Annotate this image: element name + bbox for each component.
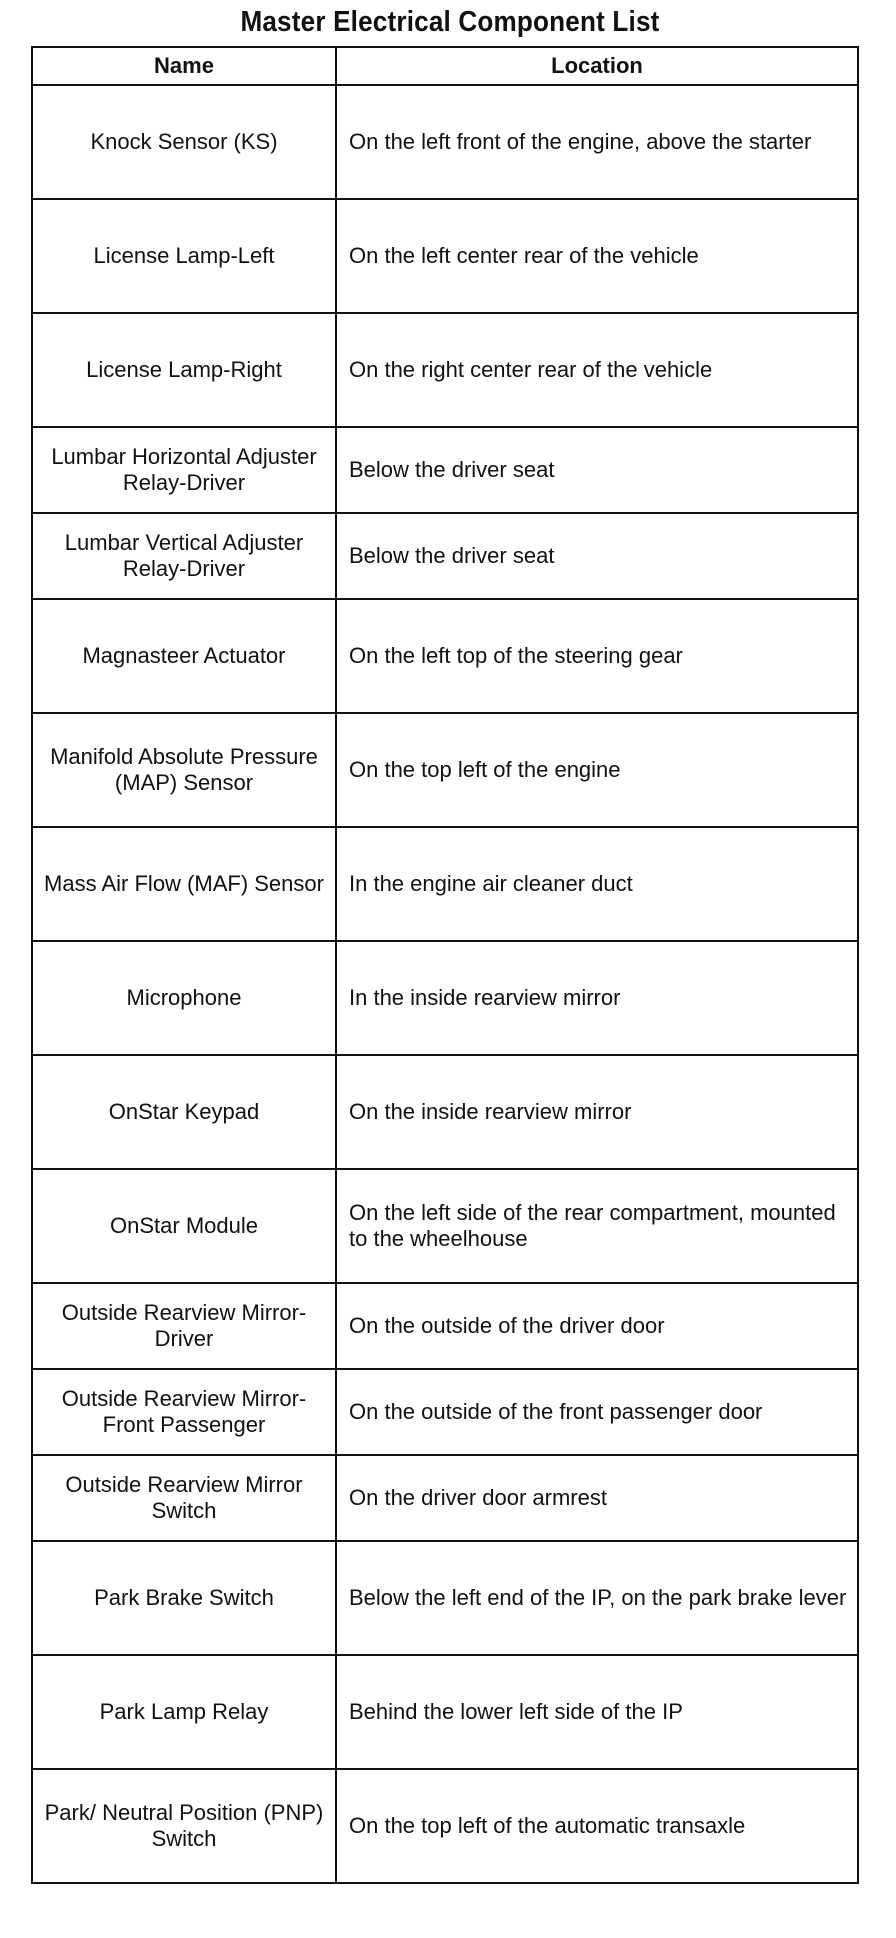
component-name: Knock Sensor (KS) [32,85,336,199]
component-name: Magnasteer Actuator [32,599,336,713]
component-location: Below the driver seat [336,513,858,599]
table-row [32,827,858,941]
component-location: On the top left of the engine [336,713,858,827]
table-row [32,1769,858,1883]
table-row [32,85,858,199]
component-table-container [31,46,857,1884]
table-row [32,599,858,713]
table-row [32,941,858,1055]
component-location: In the engine air cleaner duct [336,827,858,941]
component-name: License Lamp-Right [32,313,336,427]
component-location: On the inside rearview mirror [336,1055,858,1169]
component-name: Outside Rearview Mirror-Front Passenger [32,1369,336,1455]
component-location: Behind the lower left side of the IP [336,1655,858,1769]
table-row [32,1655,858,1769]
table-header-row [32,47,858,85]
table-row [32,1169,858,1283]
component-location: On the right center rear of the vehicle [336,313,858,427]
table-row [32,1283,858,1369]
component-location: On the driver door armrest [336,1455,858,1541]
component-table [31,46,859,1884]
table-row [32,1055,858,1169]
column-header-location: Location [336,47,858,85]
component-name: Lumbar Vertical Adjuster Relay-Driver [32,513,336,599]
component-name: Manifold Absolute Pressure (MAP) Sensor [32,713,336,827]
table-row [32,199,858,313]
document-title: Master Electrical Component List [240,6,660,38]
component-name: OnStar Module [32,1169,336,1283]
component-location: On the left side of the rear compartment, mounted to the wheelhouse [336,1169,858,1283]
table-row [32,427,858,513]
component-name: Outside Rearview Mirror Switch [32,1455,336,1541]
component-name: Mass Air Flow (MAF) Sensor [32,827,336,941]
component-location: On the top left of the automatic transaxle [336,1769,858,1883]
table-row [32,1455,858,1541]
component-name: Park Brake Switch [32,1541,336,1655]
component-name: Park Lamp Relay [32,1655,336,1769]
component-location: On the left center rear of the vehicle [336,199,858,313]
component-location: Below the driver seat [336,427,858,513]
component-name: OnStar Keypad [32,1055,336,1169]
table-row [32,513,858,599]
component-location: Below the left end of the IP, on the park brake lever [336,1541,858,1655]
component-location: On the left top of the steering gear [336,599,858,713]
table-row [32,313,858,427]
column-header-name: Name [32,47,336,85]
component-name: Lumbar Horizontal Adjuster Relay-Driver [32,427,336,513]
component-location: On the left front of the engine, above the starter [336,85,858,199]
component-location: On the outside of the driver door [336,1283,858,1369]
table-row [32,1369,858,1455]
component-location: In the inside rearview mirror [336,941,858,1055]
component-location: On the outside of the front passenger door [336,1369,858,1455]
table-row [32,1541,858,1655]
component-name: Microphone [32,941,336,1055]
component-name: Park/ Neutral Position (PNP) Switch [32,1769,336,1883]
component-name: Outside Rearview Mirror-Driver [32,1283,336,1369]
table-row [32,713,858,827]
component-name: License Lamp-Left [32,199,336,313]
